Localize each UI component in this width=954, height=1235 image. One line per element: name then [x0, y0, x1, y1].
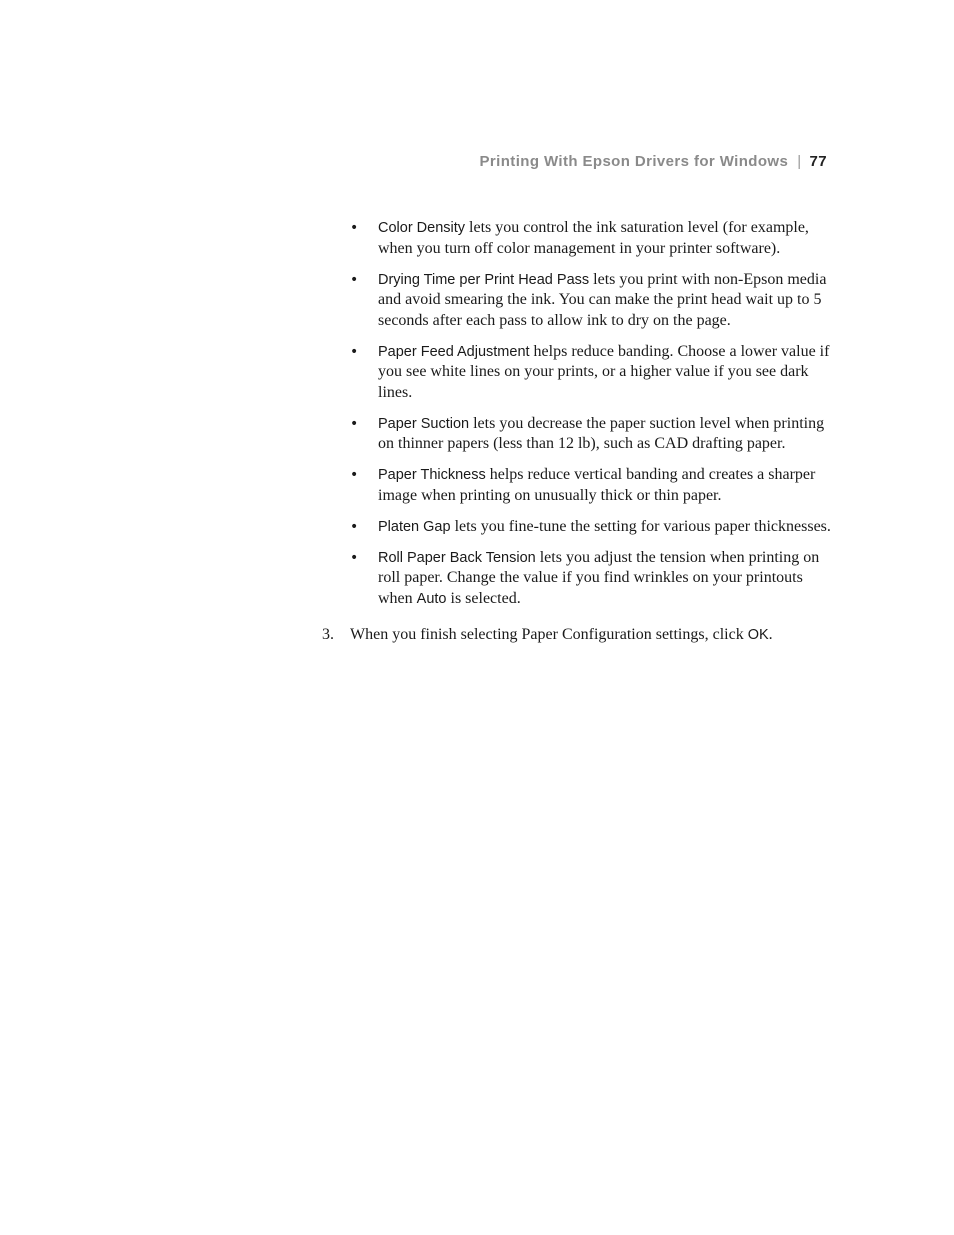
step-text-end: . [768, 626, 773, 643]
list-item [322, 342, 834, 404]
list-item [322, 414, 834, 455]
setting-term: Platen Gap [378, 518, 451, 535]
list-item [322, 517, 834, 538]
step-text: When you finish selecting Paper Configuration settings, click [350, 626, 748, 643]
bullet-icon: • [350, 518, 359, 535]
bullet-icon: • [350, 220, 359, 236]
setting-term: Color Density [378, 220, 466, 236]
setting-term: Roll Paper Back Tension [378, 549, 536, 566]
ok-term: OK [747, 627, 769, 643]
bullet-icon: • [350, 415, 359, 432]
bullet-icon: • [350, 271, 359, 288]
setting-term: Drying Time per Print Head Pass [378, 271, 590, 288]
setting-term: Paper Thickness [378, 467, 486, 483]
setting-description: lets you control the ink saturation level (for example, when you turn off color management in your printer software). [378, 219, 809, 257]
settings-bullet-list [322, 218, 834, 609]
setting-description-end: is selected. [446, 589, 521, 607]
bullet-icon: • [350, 467, 359, 483]
numbered-step [322, 625, 834, 646]
setting-term-inline: Auto [416, 590, 447, 607]
running-header-title: Printing With Epson Drivers for Windows [479, 153, 789, 170]
bullet-icon: • [350, 549, 359, 566]
list-item [322, 465, 834, 506]
setting-description: helps reduce vertical banding and creates a sharper image when printing on unusually thick or thin paper. [378, 466, 816, 504]
bullet-icon: • [350, 343, 359, 360]
list-item [322, 218, 834, 259]
setting-description: lets you fine-tune the setting for various paper thicknesses. [450, 517, 831, 535]
page-body [322, 218, 834, 646]
header-separator: | [797, 153, 802, 170]
setting-description: lets you print with non-Epson media and avoid smearing the ink. You can make the print head wait up to 5 seconds after each pass to allow ink to dry on the page. [378, 270, 827, 329]
page-header [480, 153, 827, 170]
list-item [322, 548, 834, 610]
page-number: 77 [809, 153, 827, 170]
setting-term: Paper Suction [378, 415, 470, 432]
setting-description: lets you decrease the paper suction level when printing on thinner papers (less than 12 lb), such as CAD drafting paper. [378, 414, 825, 452]
setting-term: Paper Feed Adjustment [378, 343, 530, 360]
setting-description: helps reduce banding. Choose a lower value if you see white lines on your prints, or a higher value if you see dark lines. [378, 342, 830, 401]
setting-description: lets you adjust the tension when printing on roll paper. Change the value if you find wrinkles on your printouts when [378, 548, 820, 607]
step-number: 3. [322, 626, 334, 643]
list-item [322, 270, 834, 332]
